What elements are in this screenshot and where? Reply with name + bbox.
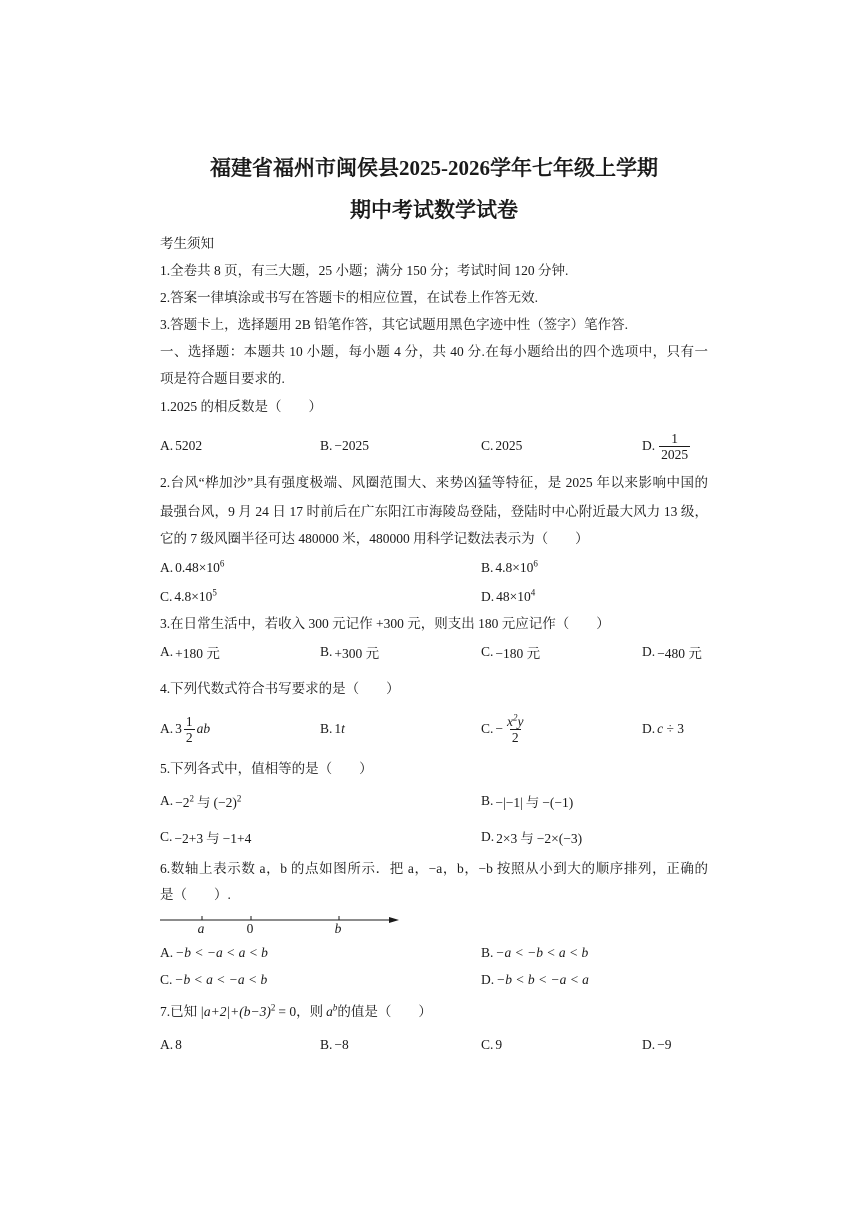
option-value: +180 元 bbox=[175, 646, 220, 661]
option-label: B. bbox=[320, 644, 333, 659]
q2-option-a bbox=[160, 558, 224, 578]
q5-options-row-1 bbox=[160, 791, 708, 811]
q7-option-b bbox=[320, 1035, 349, 1055]
q4-option-b bbox=[320, 719, 345, 739]
q7-options bbox=[160, 1035, 708, 1055]
q6-options-row-2 bbox=[160, 970, 708, 990]
numerator-tail: y bbox=[517, 713, 524, 729]
option-value: 8 bbox=[175, 1037, 182, 1052]
option-expression bbox=[175, 791, 241, 811]
option-label: A. bbox=[160, 560, 174, 575]
power-exponent: 5 bbox=[212, 587, 217, 598]
option-label: C. bbox=[481, 721, 494, 736]
left-expression: −2+3 bbox=[174, 831, 204, 846]
fraction-numerator: 1 bbox=[185, 713, 193, 729]
q5-options-row-2 bbox=[160, 827, 708, 847]
left-expression: −|−1| bbox=[495, 795, 523, 810]
mixed-number-whole: 3 bbox=[175, 721, 182, 736]
option-label: D. bbox=[481, 972, 495, 987]
power-exponent: 6 bbox=[533, 558, 538, 569]
q7-stem-prefix: 7.已知 bbox=[160, 1004, 198, 1019]
right-expression: −2×(−3) bbox=[536, 831, 583, 846]
fraction bbox=[505, 714, 526, 745]
exam-title-line-1: 福建省福州市闽侯县2025-2026学年七年级上学期 bbox=[210, 156, 658, 180]
fraction bbox=[184, 714, 195, 745]
option-expression bbox=[495, 791, 573, 811]
q5-option-c bbox=[160, 827, 251, 847]
q6-options-row-1 bbox=[160, 943, 708, 963]
option-label: B. bbox=[481, 560, 494, 575]
option-variable: t bbox=[341, 721, 345, 736]
option-label: A. bbox=[160, 945, 174, 960]
option-label: C. bbox=[160, 589, 173, 604]
q2-options-row-1 bbox=[160, 558, 708, 578]
option-value: −b < b < −a < a bbox=[496, 972, 589, 987]
fraction-denominator: 2 bbox=[511, 729, 519, 745]
q1-option-b bbox=[320, 436, 369, 456]
option-value: 5202 bbox=[175, 438, 203, 453]
q1-option-d bbox=[642, 430, 692, 462]
option-value: −180 元 bbox=[495, 646, 541, 661]
q7-stem-suffix: 的值是（ ） bbox=[337, 1004, 432, 1019]
section-heading-line-1: 一、选择题：本题共 10 小题，每小题 4 分，共 40 分.在每小题给出的四个选项中，只有一 bbox=[160, 344, 708, 359]
fraction-denominator: 2 bbox=[185, 729, 193, 745]
right-expression: −1+4 bbox=[222, 831, 252, 846]
option-variables: ab bbox=[196, 721, 211, 736]
option-value: +300 元 bbox=[334, 646, 380, 661]
power-base: 0.48×10 bbox=[175, 560, 220, 575]
conjunction: 与 bbox=[520, 831, 534, 846]
q4-option-a bbox=[160, 713, 211, 745]
q2-option-c bbox=[160, 587, 217, 607]
q3-option-c bbox=[481, 642, 540, 662]
option-expression bbox=[174, 827, 251, 847]
option-label: D. bbox=[642, 644, 656, 659]
option-label: A. bbox=[160, 793, 174, 808]
q2-stem-line-3: 它的 7 级风圈半径可达 480000 米，480000 用科学记数法表示为（ ） bbox=[160, 531, 589, 546]
q7-stem-mid: ，则 bbox=[296, 1004, 324, 1019]
q2-option-b bbox=[481, 558, 538, 578]
option-label: C. bbox=[160, 972, 173, 987]
option-label: D. bbox=[481, 829, 495, 844]
number-line bbox=[155, 908, 405, 928]
left-expression: 2×3 bbox=[496, 831, 518, 846]
q5-option-d bbox=[481, 827, 582, 847]
notice-item-3: 3.答题卡上，选择题用 2B 铅笔作答，其它试题用黑色字迹中性（签字）笔作答. bbox=[160, 317, 629, 332]
number-line-label-zero: 0 bbox=[246, 921, 254, 936]
q7-power-base: a bbox=[326, 1004, 333, 1019]
power-base: 48×10 bbox=[496, 589, 531, 604]
right-exponent: 2 bbox=[236, 793, 242, 804]
q7-equation-base: |a+2|+(b−3) bbox=[200, 1004, 271, 1019]
right-expression: (−2) bbox=[213, 795, 237, 810]
q5-option-a bbox=[160, 791, 241, 811]
q7-option-a bbox=[160, 1035, 182, 1055]
q7-equation-exponent: 2 bbox=[270, 1002, 276, 1013]
q3-option-a bbox=[160, 642, 220, 662]
option-label: B. bbox=[481, 945, 494, 960]
fraction bbox=[659, 431, 690, 462]
option-label: C. bbox=[160, 829, 173, 844]
numerator-exponent: 2 bbox=[513, 712, 518, 722]
fraction-denominator: 2025 bbox=[661, 446, 689, 462]
q1-options bbox=[160, 430, 708, 462]
section-heading-line-2: 项是符合题目要求的. bbox=[160, 371, 285, 386]
q3-option-d bbox=[642, 642, 702, 662]
right-expression: −(−1) bbox=[542, 795, 574, 810]
option-expression bbox=[496, 589, 535, 605]
option-value: −480 元 bbox=[657, 646, 702, 661]
option-value: −a < −b < a < b bbox=[495, 945, 589, 960]
q3-stem: 3.在日常生活中，若收入 300 元记作 +300 元，则支出 180 元应记作（ ） bbox=[160, 616, 610, 631]
conjunction: 与 bbox=[197, 795, 211, 810]
left-expression: −2 bbox=[175, 795, 190, 810]
notice-item-2: 2.答案一律填涂或书写在答题卡的相应位置，在试卷上作答无效. bbox=[160, 290, 538, 305]
option-label: B. bbox=[481, 793, 494, 808]
number-line-label-a: a bbox=[197, 921, 205, 936]
option-variable: c bbox=[657, 721, 664, 736]
option-label: D. bbox=[642, 1037, 656, 1052]
option-label: D. bbox=[481, 589, 495, 604]
q7-option-c bbox=[481, 1035, 502, 1055]
option-expression bbox=[175, 560, 224, 576]
power-base: 4.8×10 bbox=[495, 560, 534, 575]
q6-option-b bbox=[481, 943, 588, 963]
option-value: 2025 bbox=[495, 438, 523, 453]
q6-option-c bbox=[160, 970, 267, 990]
q7-stem bbox=[160, 1002, 432, 1022]
q6-stem-line-1: 6.数轴上表示数 a，b 的点如图所示．把 a，−a，b，−b 按照从小到大的顺序排列，正确的 bbox=[160, 861, 708, 876]
option-value: 9 bbox=[495, 1037, 503, 1052]
q4-options bbox=[160, 712, 708, 745]
q2-options-row-2 bbox=[160, 587, 708, 607]
option-value: −b < −a < a < b bbox=[175, 945, 268, 960]
option-value: −8 bbox=[334, 1037, 349, 1052]
option-coefficient: 1 bbox=[334, 721, 342, 736]
fraction-numerator bbox=[505, 714, 526, 729]
q4-stem: 4.下列代数式符合书写要求的是（ ） bbox=[160, 681, 400, 696]
q1-option-c bbox=[481, 436, 522, 456]
option-label: B. bbox=[320, 1037, 333, 1052]
q6-option-d bbox=[481, 970, 589, 990]
power-exponent: 6 bbox=[219, 558, 225, 569]
q5-option-b bbox=[481, 791, 573, 811]
number-line-arrow bbox=[389, 917, 399, 923]
option-label: B. bbox=[320, 438, 333, 453]
fraction-numerator: 1 bbox=[671, 430, 678, 446]
q6-stem-line-2: 是（ ）. bbox=[160, 887, 231, 902]
notice-item-1: 1.全卷共 8 页，有三大题，25 小题；满分 150 分；考试时间 120 分钟. bbox=[160, 263, 569, 278]
q5-stem: 5.下列各式中，值相等的是（ ） bbox=[160, 761, 373, 776]
option-label: A. bbox=[160, 644, 174, 659]
option-value: −b < a < −a < b bbox=[174, 972, 268, 987]
exam-title-line-2: 期中考试数学试卷 bbox=[350, 198, 518, 222]
option-expression bbox=[174, 589, 217, 605]
option-label: B. bbox=[320, 721, 333, 736]
option-label: A. bbox=[160, 1037, 174, 1052]
q2-stem-line-2: 最强台风，9 月 24 日 17 时前后在广东阳江市海陵岛登陆，登陆时中心附近最大风力 13 级， bbox=[160, 504, 708, 519]
option-expression bbox=[495, 560, 538, 576]
number-line-label-b: b bbox=[334, 921, 342, 936]
conjunction: 与 bbox=[525, 795, 540, 810]
option-label: D. bbox=[642, 438, 656, 453]
option-label: A. bbox=[160, 721, 174, 736]
option-label: C. bbox=[481, 438, 494, 453]
option-value: −9 bbox=[657, 1037, 672, 1052]
option-rest: ÷ 3 bbox=[663, 721, 685, 736]
q7-equation-tail: = 0 bbox=[278, 1004, 297, 1019]
q4-option-c bbox=[481, 712, 528, 745]
option-value: −2025 bbox=[334, 438, 370, 453]
q3-option-b bbox=[320, 642, 379, 662]
option-label: D. bbox=[642, 721, 656, 736]
left-exponent: 2 bbox=[189, 793, 194, 804]
q4-option-d bbox=[642, 719, 684, 739]
power-base: 4.8×10 bbox=[174, 589, 213, 604]
q2-stem-line-1: 2.台风“桦加沙”具有强度极端、风圈范围大、来势凶猛等特征，是 2025 年以来影响中国的 bbox=[160, 475, 708, 490]
notice-heading: 考生须知 bbox=[160, 236, 214, 251]
q1-stem: 1.2025 的相反数是（ ） bbox=[160, 399, 322, 414]
q3-options bbox=[160, 642, 708, 662]
q1-option-a bbox=[160, 436, 202, 456]
conjunction: 与 bbox=[206, 831, 220, 846]
option-expression bbox=[496, 827, 582, 847]
option-label: C. bbox=[481, 644, 494, 659]
numerator-base: x bbox=[507, 713, 514, 729]
option-sign: − bbox=[495, 721, 504, 736]
power-exponent: 4 bbox=[530, 587, 536, 598]
q7-power-exponent: b bbox=[332, 1002, 338, 1013]
q7-option-d bbox=[642, 1035, 672, 1055]
q6-option-a bbox=[160, 943, 268, 963]
option-label: C. bbox=[481, 1037, 494, 1052]
option-label: A. bbox=[160, 438, 174, 453]
q2-option-d bbox=[481, 587, 535, 607]
